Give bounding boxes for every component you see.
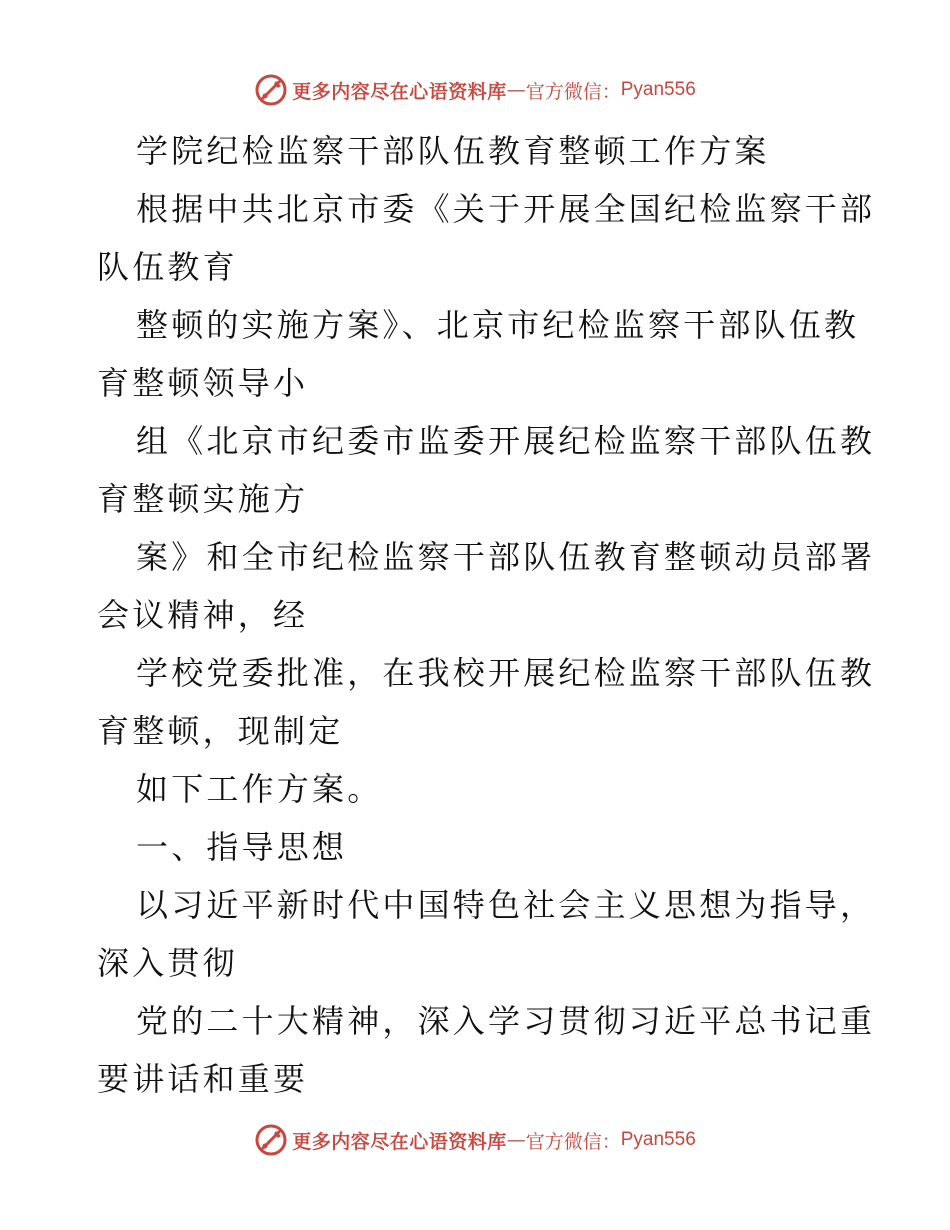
watermark-dash: — — [506, 79, 526, 101]
text-line: 学校党委批准，在我校开展纪检监察干部队伍教 — [136, 654, 876, 692]
watermark-dash: — — [506, 1129, 526, 1151]
text-line: 以习近平新时代中国特色社会主义思想为指导， — [136, 886, 876, 924]
section-heading: 一、指导思想 — [136, 828, 348, 866]
document-body — [97, 122, 876, 1108]
text-line: 根据中共北京市委《关于开展全国纪检监察干部 — [136, 190, 876, 228]
text-line: 整顿的实施方案》、北京市纪检监察干部队伍教 — [136, 306, 860, 344]
brush-logo-icon — [254, 73, 288, 107]
footer-watermark — [0, 1120, 950, 1160]
watermark-main-text: 更多内容尽在心语资料库 — [292, 80, 507, 103]
doc-title: 学院纪检监察干部队伍教育整顿工作方案 — [136, 132, 770, 170]
text-line: 育整顿领导小 — [97, 364, 309, 402]
brush-logo-icon — [254, 1123, 288, 1157]
watermark-main-text: 更多内容尽在心语资料库 — [292, 1130, 507, 1153]
text-line: 队伍教育 — [97, 248, 238, 286]
watermark-wechat-id: Pyan556 — [620, 1129, 696, 1150]
text-line: 案》和全市纪检监察干部队伍教育整顿动员部署 — [136, 538, 876, 576]
watermark-wechat-id: Pyan556 — [620, 79, 696, 100]
text-line: 党的二十大精神，深入学习贯彻习近平总书记重 — [136, 1002, 876, 1040]
text-line: 育整顿，现制定 — [97, 712, 344, 750]
text-line: 组《北京市纪委市监委开展纪检监察干部队伍教 — [136, 422, 876, 460]
text-line: 如下工作方案。 — [136, 770, 383, 808]
text-line: 会议精神，经 — [97, 596, 309, 634]
header-watermark — [0, 70, 950, 110]
text-line: 深入贯彻 — [97, 944, 238, 982]
text-line: 育整顿实施方 — [97, 480, 309, 518]
text-line: 要讲话和重要 — [97, 1060, 309, 1098]
watermark-sub-text: 官方微信： — [525, 80, 621, 103]
watermark-sub-text: 官方微信： — [525, 1130, 621, 1153]
